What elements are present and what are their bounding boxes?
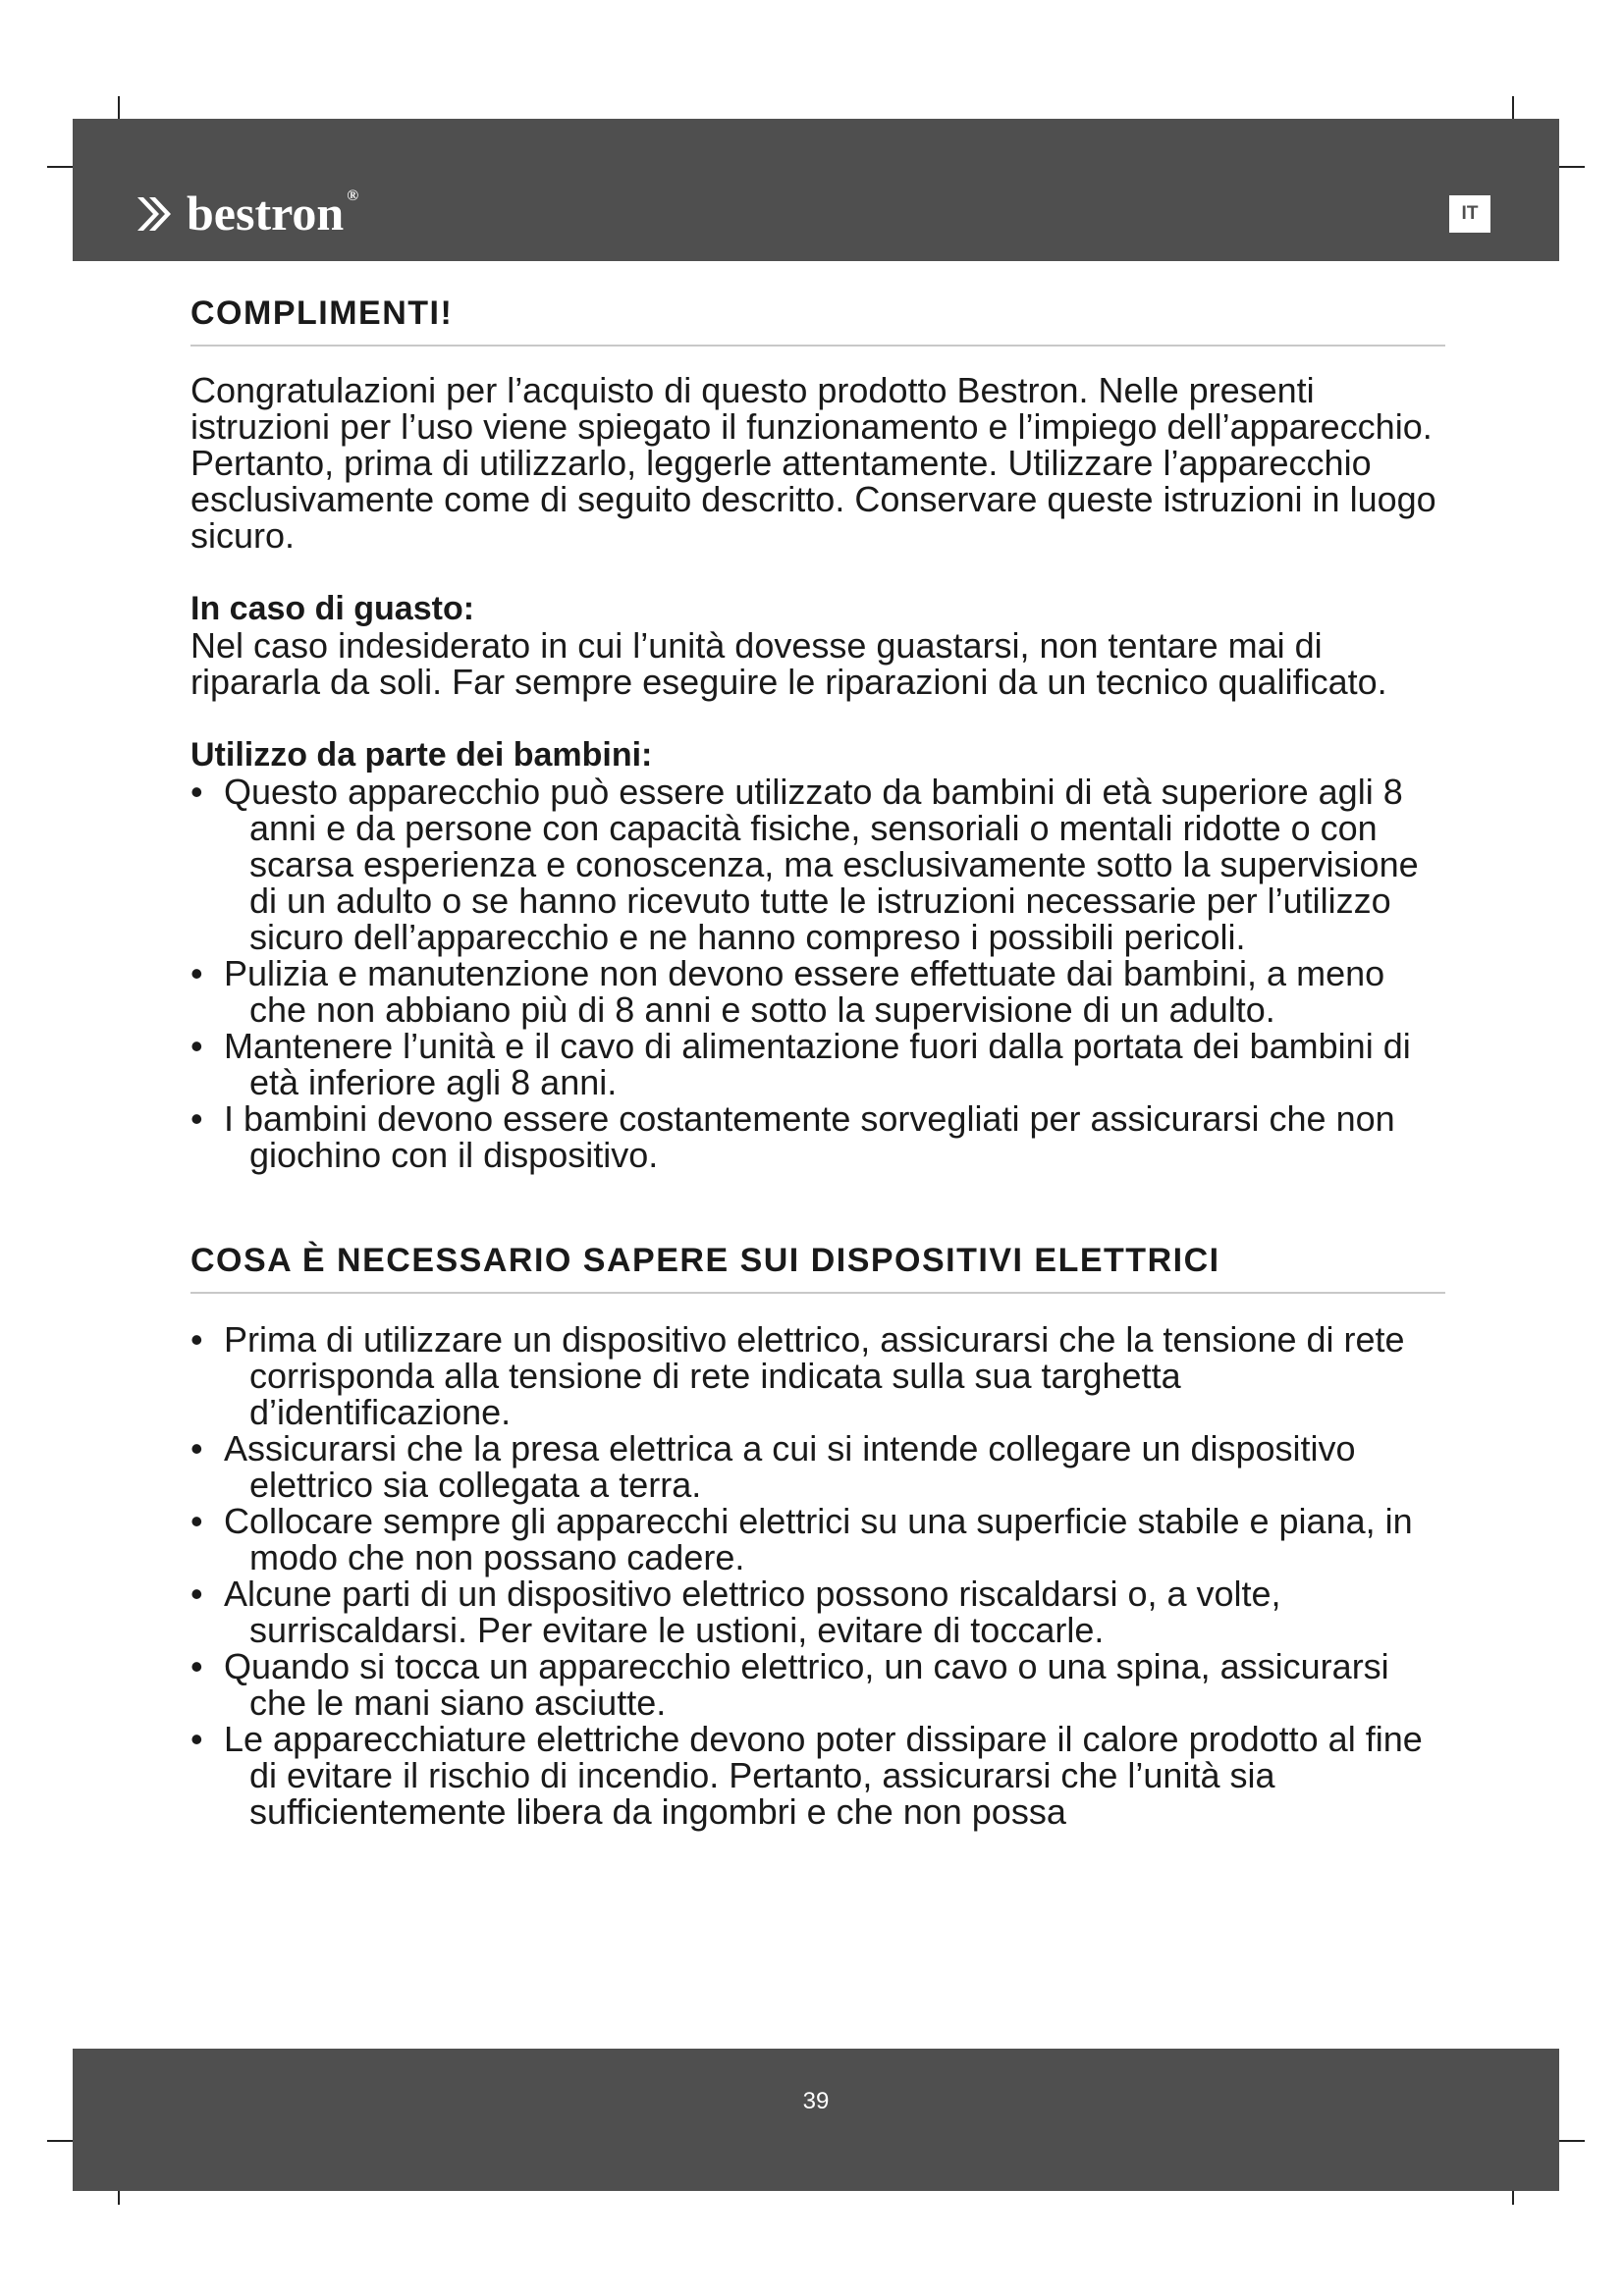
list-item: • Mantenere l’unità e il cavo di alimentazione fuori dalla portata dei bambini di età inferiore agli 8 anni. [190,1028,1445,1100]
list-item: • Collocare sempre gli apparecchi elettrici su una superficie stabile e piana, in modo che non possano cadere. [190,1503,1445,1575]
section-title-compliments: COMPLIMENTI! [190,294,1445,347]
list-item: • Assicurarsi che la presa elettrica a cui si intende collegare un dispositivo elettrico sia collegata a terra. [190,1430,1445,1503]
fault-paragraph: Nel caso indesiderato in cui l’unità dovesse guastarsi, non tentare mai di ripararla da soli. Far sempre eseguire le riparazioni da un tecnico qualificato. [190,625,1387,702]
brand-logo [135,188,358,239]
list-item: • Prima di utilizzare un dispositivo elettrico, assicurarsi che la tensione di rete corrisponda alla tensione di rete indicata sulla sua targhetta d’identificazione. [190,1321,1445,1430]
children-heading: Utilizzo da parte dei bambini: [190,736,653,774]
list-item: • Pulizia e manutenzione non devono essere effettuate dai bambini, a meno che non abbiano più di 8 anni e sotto la supervisione di un adulto. [190,955,1445,1028]
brand-name: bestron [187,186,345,240]
footer-band [73,2049,1559,2191]
list-item: • Quando si tocca un apparecchio elettrico, un cavo o una spina, assicurarsi che le mani siano asciutte. [190,1648,1445,1721]
registered-icon: ® [347,187,359,204]
list-item: • Le apparecchiature elettriche devono poter dissipare il calore prodotto al fine di evitare il rischio di incendio. Pertanto, assicurarsi che l’unità sia sufficientemente libera da ingombri e che non possa [190,1721,1445,1830]
chevron-logo-icon [135,189,181,239]
page-number: 39 [802,2088,830,2114]
section-title-electrical: COSA È NECESSARIO SAPERE SUI DISPOSITIVI ELETTRICI [190,1242,1445,1294]
list-item: • Questo apparecchio può essere utilizzato da bambini di età superiore agli 8 anni e da persone con capacità fisiche, sensoriali o mentali ridotte o con scarsa esperienza e conoscenza, ma esclusivamente sotto la supervisione di un adulto o se hanno ricevuto tutte le istruzioni necessarie per l’utilizzo sicuro dell’apparecchio e ne hanno compreso i possibili pericoli. [190,774,1445,955]
list-item: • I bambini devono essere costantemente sorvegliati per assicurarsi che non giochino con il dispositivo. [190,1100,1445,1173]
children-list [190,774,1445,1173]
fault-heading: In caso di guasto: [190,590,475,627]
header-band [73,119,1559,261]
electrical-list [190,1321,1445,1830]
page-content [190,294,1445,1830]
intro-paragraph: Congratulazioni per l’acquisto di questo prodotto Bestron. Nelle presenti istruzioni per l’uso viene spiegato il funzionamento e l’impiego dell’apparecchio. Pertanto, prima di utilizzarlo, leggerle attentamente. Utilizzare l’apparecchio esclusivamente come di seguito descritto. Conservare queste istruzioni in luogo sicuro. [190,370,1436,556]
language-badge: IT [1449,195,1490,233]
list-item: • Alcune parti di un dispositivo elettrico possono riscaldarsi o, a volte, surriscaldarsi. Per evitare le ustioni, evitare di toccarle. [190,1575,1445,1648]
